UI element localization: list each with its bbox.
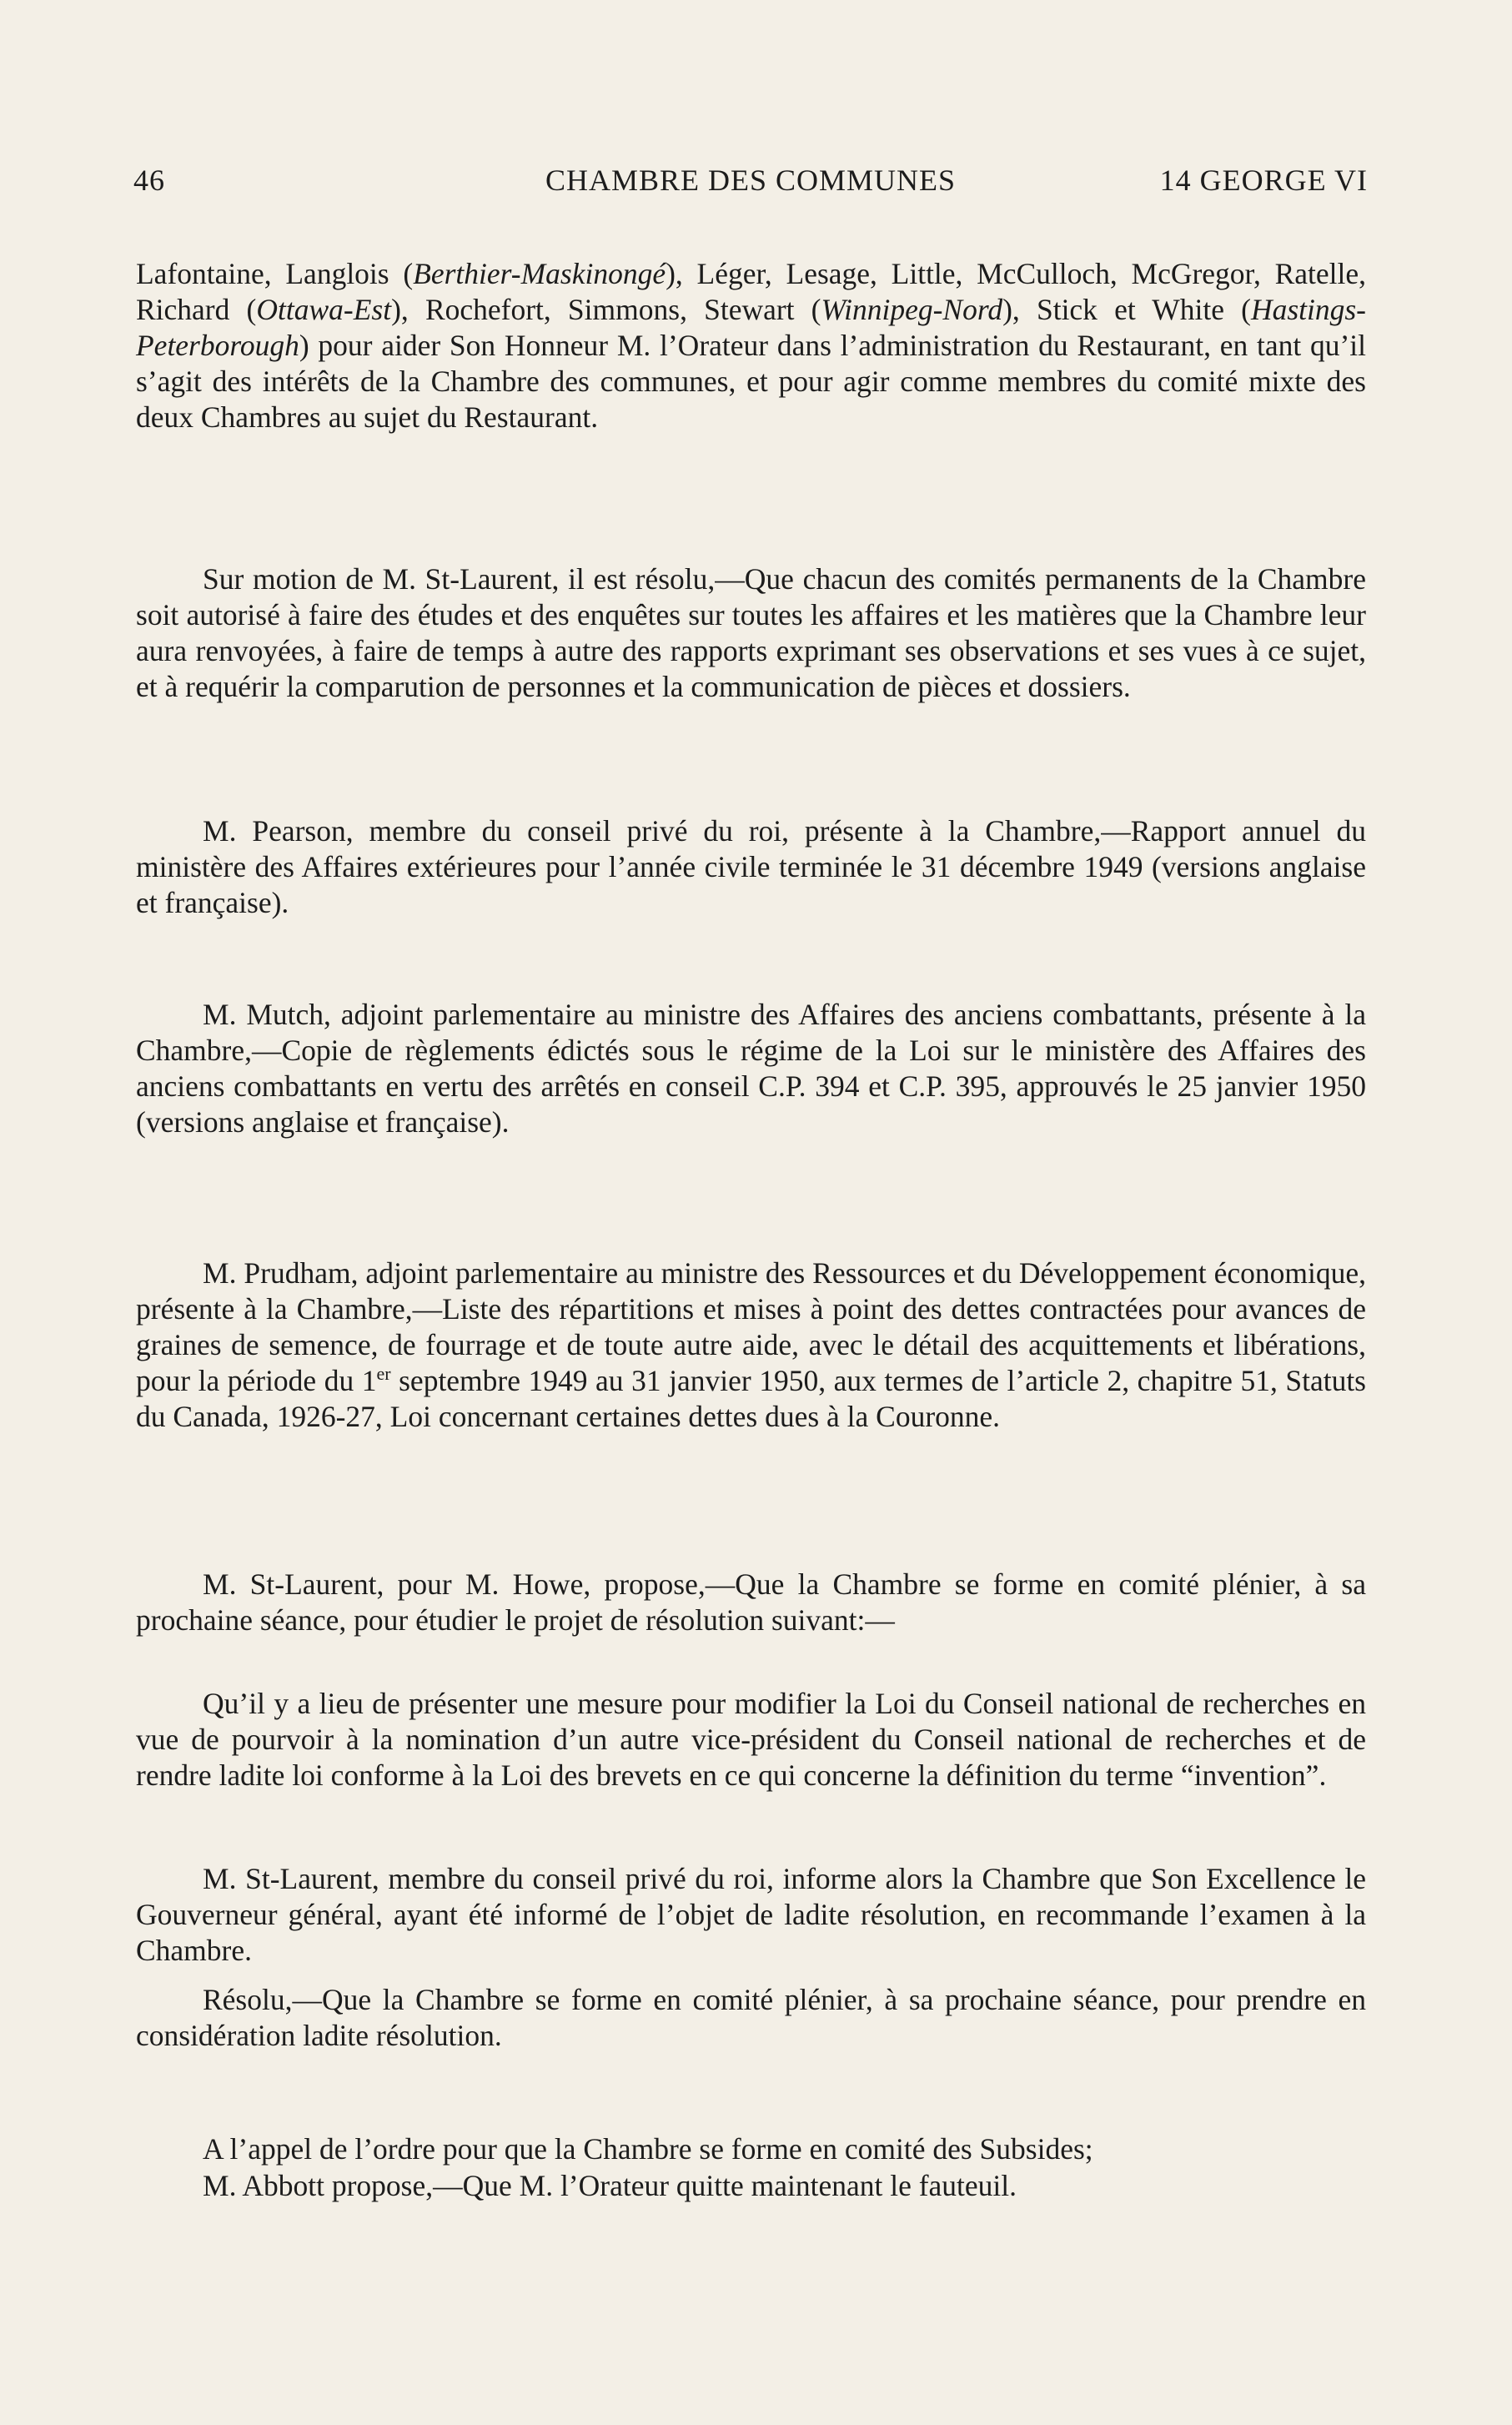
text-run: ), Léger, Lesage, Little, McCulloch, McGregor, Ratelle, Richard ( bbox=[136, 257, 1366, 326]
riding-name: Ottawa-Est bbox=[256, 293, 392, 326]
paragraph-pearson-report: M. Pearson, membre du conseil privé du roi, présente à la Chambre,—Rapport annuel du ministère des Affaires extérieures pour l’année civile terminée le 31 décembre 1949 (versions anglaise et française). bbox=[136, 814, 1366, 919]
riding-name: Hastings-Peterborough bbox=[136, 293, 1367, 362]
regnal-year: 14 GEORGE VI bbox=[1159, 164, 1368, 197]
paragraph-restaurant-committee bbox=[136, 256, 1366, 435]
text-run: M. Prudham, adjoint parlementaire au ministre des Ressources et du Développement économique, présente à la Chambre,—Liste des répartitions et mises à point des dettes contractées pour avances de graines de semence, de fourrage et de toute autre aide, avec le détail des acquittements et libérations, pour la période du 1 bbox=[136, 1256, 1366, 1397]
paragraph-resolution-text: Qu’il y a lieu de présenter une mesure pour modifier la Loi du Conseil national de recherches en vue de pourvoir à la nomination d’un autre vice-président du Conseil national de recherches et de rendre ladite loi conforme à la Loi des brevets en ce qui concerne la définition du terme “invention”. bbox=[136, 1687, 1366, 1792]
paragraph-supply-order: A l’appel de l’ordre pour que la Chambre se forme en comité des Subsides; bbox=[203, 2132, 1093, 2166]
text-run: septembre 1949 au 31 janvier 1950, aux termes de l’article 2, chapitre 51, Statuts du Canada, 1926-27, Loi concernant certaines dettes dues à la Couronne. bbox=[136, 1364, 1366, 1433]
paragraph-mutch-regulations: M. Mutch, adjoint parlementaire au ministre des Affaires des anciens combattants, présente à la Chambre,—Copie de règlements édictés sous le régime de la Loi sur le ministère des Affaires des anciens combattants en vertu des arrêtés en conseil C.P. 394 et C.P. 395, approuvés le 25 janvier 1950 (versions anglaise et française). bbox=[136, 998, 1366, 1139]
superscript: er bbox=[376, 1363, 391, 1385]
text-run: Lafontaine, Langlois ( bbox=[136, 257, 414, 290]
riding-name: Berthier-Maskinongé bbox=[413, 257, 666, 290]
page-number: 46 bbox=[133, 164, 165, 197]
text-run: ), Rochefort, Simmons, Stewart ( bbox=[391, 293, 821, 326]
paragraph-prudham-list bbox=[136, 1255, 1366, 1435]
running-title: CHAMBRE DES COMMUNES bbox=[545, 164, 957, 197]
riding-name: Winnipeg-Nord bbox=[821, 293, 1003, 326]
paragraph-abbott-motion: M. Abbott propose,—Que M. l’Orateur quitte maintenant le fauteuil. bbox=[203, 2169, 1017, 2202]
text-run: ) pour aider Son Honneur M. l’Orateur dans l’administration du Restaurant, en tant qu’il s’agit des intérêts de la Chambre des communes, et pour agir comme membres du comité mixte des deux Chambres au sujet du Restaurant. bbox=[136, 329, 1366, 434]
paragraph-standing-committees: Sur motion de M. St-Laurent, il est résolu,—Que chacun des comités permanents de la Chambre soit autorisé à faire des études et des enquêtes sur toutes les affaires et les matières que la Chambre leur aura renvoyées, à faire de temps à autre des rapports exprimant ses observations et ses vues à ce sujet, et à requérir la comparution de personnes et la communication de pièces et dossiers. bbox=[136, 562, 1366, 703]
paragraph-governor-recommendation: M. St-Laurent, membre du conseil privé du roi, informe alors la Chambre que Son Excellence le Gouverneur général, ayant été informé de l’objet de ladite résolution, en recommande l’examen à la Chambre. bbox=[136, 1862, 1366, 1967]
paragraph-resolved: Résolu,—Que la Chambre se forme en comité plénier, à sa prochaine séance, pour prendre en considération ladite résolution. bbox=[136, 1983, 1366, 2052]
paragraph-howe-motion: M. St-Laurent, pour M. Howe, propose,—Que la Chambre se forme en comité plénier, à sa prochaine séance, pour étudier le projet de résolution suivant:— bbox=[136, 1567, 1366, 1637]
text-run: ), Stick et White ( bbox=[1002, 293, 1251, 326]
running-header bbox=[133, 163, 1368, 204]
